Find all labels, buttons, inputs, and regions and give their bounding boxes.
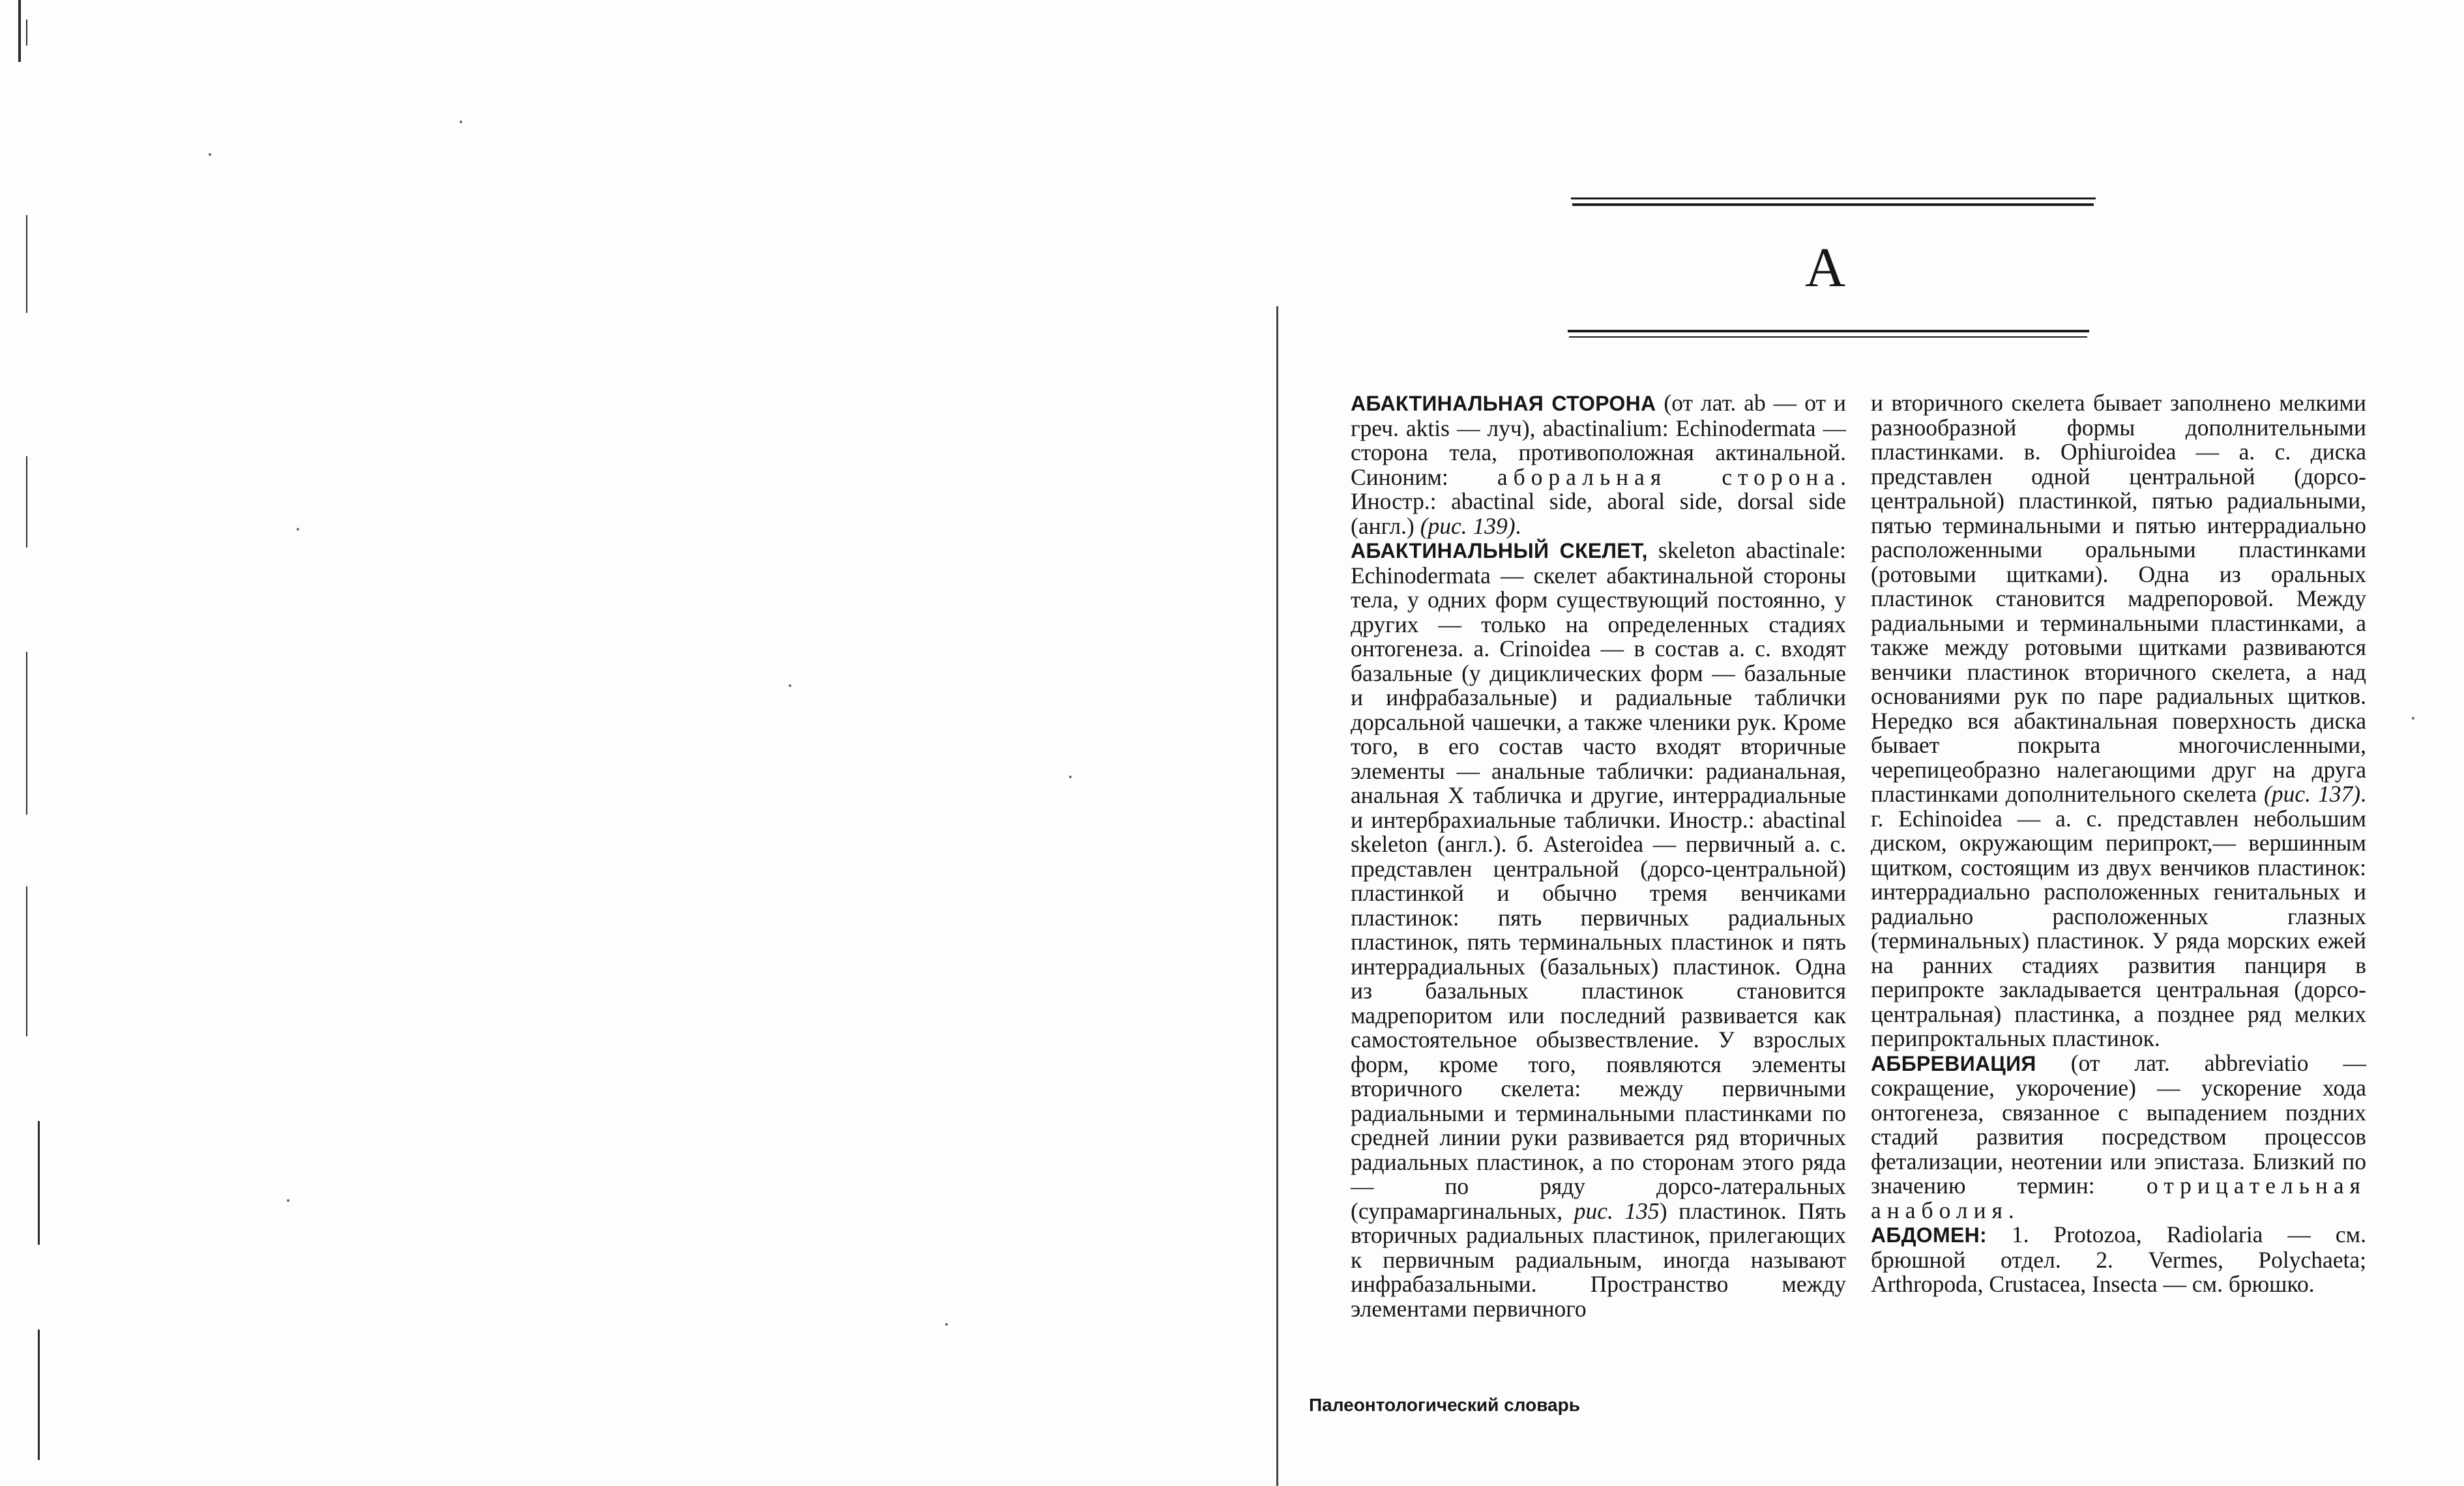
chapter-letter: А [1804,236,1846,299]
entry-text: . Иностр.: abactinal side, aboral side, dorsal side (англ.) [1351,463,1846,539]
dictionary-entry-continued [1871,391,2366,1051]
text-column-left [1351,391,1846,1321]
entry-text: ) пластинок. Пять вторичных радиальных пластинок, прилегающих к первичным радиальным, иногда называют инфрабазальными. Пространство между элементами первичного [1351,1197,1846,1322]
bottom-rule [1568,330,2089,332]
figure-reference: (рис. 139) [1420,512,1516,539]
entry-text: . [1515,512,1521,539]
scan-speck [1069,776,1072,778]
spaced-term: отрицательная анаболия [1871,1173,2366,1223]
scan-speck [2412,717,2414,720]
scan-edge-mark [38,1330,40,1460]
entry-text: (от лат. abbreviatio — сокращение, укорочение) — ускорение хода онтогенеза, связанное с выпадением поздних стадий развития посредством процессов фетализации, неотении или эпистаза. Близкий по значению термин: [1871,1049,2366,1199]
entry-text: . [2008,1197,2014,1223]
scan-speck [789,684,791,687]
dictionary-entry [1351,391,1846,538]
dictionary-entry [1871,1223,2366,1297]
top-rule [1572,203,2094,206]
scan-speck [297,528,299,531]
entry-headword: АББРЕВИАЦИЯ [1871,1051,2036,1075]
scan-edge-mark [38,1121,40,1245]
scan-speck [209,153,211,156]
dictionary-entry [1871,1051,2366,1223]
entry-text: skeleton abactinale: Echinodermata — скелет абактинальной стороны тела, у одних форм существующий постоянно, у других — только на определенных стадиях онтогенеза. а. Crinoidea — в состав а. с. входят базальные (у дициклических форм — базальные и инфрабазальные) и радиальные таблички дорсальной чашечки, а также членики рук. Кроме того, в его состав часто входят вторичные элементы — анальные таблички: радианальная, анальная X табличка и другие, интеррадиальные и интербрахиальные таблички. Иностр.: abactinal skeleton (англ.). б. Asteroidea — первичный а. с. представлен центральной (дорсо-центральной) пластинкой и обычно тремя венчиками пластинок: пять первичных радиальных пластинок, пять терминальных пластинок и пять интеррадиальных (базальных) пластинок. Одна из базальных пластинок становится мадрепоритом или последний развивается как самостоятельное обызвествление. У взрослых форм, кроме того, появляются элементы вторичного скелета: между первичными радиальными и терминальными пластинками по средней линии руки развивается ряд вторичных радиальных пластинок, а по сторонам этого ряда — по ряду дорсо-латеральных (супрамаргинальных, [1351,537,1846,1224]
figure-reference: (рис. 137) [2264,781,2361,807]
scan-speck [287,1199,289,1202]
entry-text: (от лат. ab — от и греч. aktis — луч), abactinalium: Echinodermata — сторона тела, противоположная актинальной. Синоним: [1351,390,1846,490]
top-rule [1571,197,2096,199]
dictionary-entry [1351,538,1846,1321]
scan-edge-mark [26,886,27,1036]
entry-headword: АБАКТИНАЛЬНАЯ СТОРОНА [1351,392,1656,415]
entry-text: . г. Echinoidea — а. с. представлен небольшим диском, окружающим перипрокт,— вершинным щитком, состоящим из двух венчиков пластинок: интеррадиально расположенных генитальных и радиально расположенных глазных (терминальных) пластинок. У ряда морских ежей на ранних стадиях развития панциря в перипрокте закладывается центральная (дорсо-центральная) пластинка, а позднее ряд мелких перипроктальных пластинок. [1871,781,2367,1051]
entry-headword: АБДОМЕН: [1871,1223,1987,1247]
scan-edge-mark [18,0,21,62]
page-gutter [1276,306,1278,1486]
spaced-term: абоpальная сторона [1497,463,1841,490]
scan-edge-mark [26,652,27,815]
scan-speck [460,121,462,123]
entry-text: и вторичного скелета бывает заполнено мелкими разнообразной формы дополнительными пластинками. в. Ophiuroidea — а. с. диска представлен одной центральной (дорсо-центральной) пластинкой, пятью радиальными, пятью терминальными и пятью интеррадиально расположенными оральными пластинками (ротовыми щитками). Одна из оральных пластинок становится мадрепоровой. Между радиальными и терминальными пластинками, а также между ротовыми щитками развиваются венчики пластинок вторичного скелета, а над основаниями рук по паре радиальных щитков. Нередко вся абактинальная поверхность диска бывает покрыта многочисленными, черепицеобразно налегающими друг на друга пластинками дополнительного скелета [1871,390,2366,807]
entry-text: 1. Protozoa, Radiolaria — см. брюшной отдел. 2. Vermes, Polychaeta; Arthropoda, Crustacea, Insecta — см. брюшко. [1871,1221,2366,1297]
running-footer: Палеонтологический словарь [1309,1395,1580,1415]
scan-speck [945,1323,948,1326]
text-column-right [1871,391,2366,1297]
scan-edge-mark [26,20,27,46]
entry-headword: АБАКТИНАЛЬНЫЙ СКЕЛЕТ, [1351,539,1648,562]
scan-edge-mark [26,456,27,547]
figure-reference: рис. 135 [1574,1197,1660,1224]
bottom-rule [1569,336,2087,338]
scan-edge-mark [26,215,27,313]
